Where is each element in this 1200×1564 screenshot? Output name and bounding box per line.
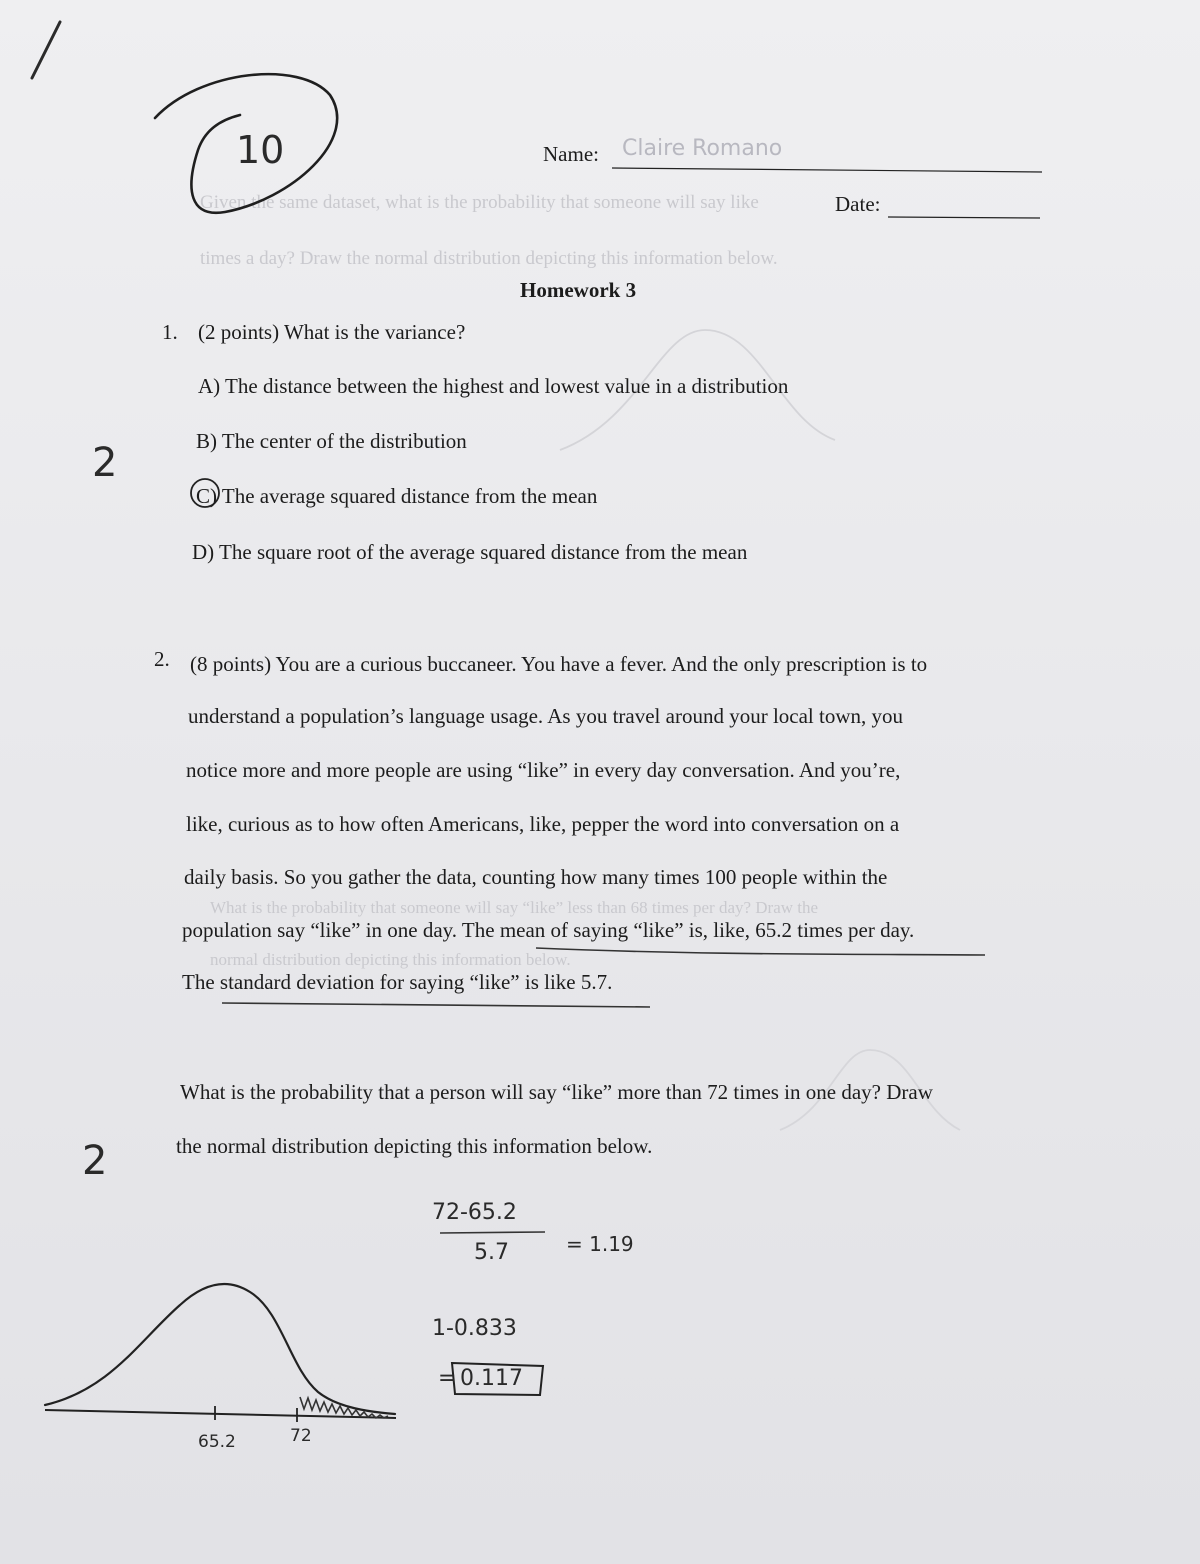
student-name: Claire Romano [622, 136, 783, 161]
work-answer-prefix: = [438, 1366, 457, 1391]
bleed-through-text: times a day? Draw the normal distribution depicting this information below. [200, 248, 778, 269]
normal-curve-sketch [45, 1284, 396, 1422]
q1-score: 2 [92, 440, 118, 486]
work-denominator: 5.7 [474, 1240, 509, 1265]
total-score: 10 [236, 128, 285, 172]
name-underline [612, 168, 1042, 172]
q2-ask-line: What is the probability that a person will say “like” more than 72 times in one day? Draw [180, 1080, 933, 1104]
bleed-through-text: What is the probability that someone will say “like” less than 68 times per day? Draw the [210, 898, 819, 917]
sd-underline [222, 1003, 650, 1007]
work-complement: 1-0.833 [432, 1316, 517, 1341]
q1-option-a: A) The distance between the highest and lowest value in a distribution [198, 374, 789, 398]
date-underline [888, 217, 1040, 218]
q2-line: notice more and more people are using “like” in every day conversation. And you’re, [186, 758, 901, 782]
q2-line: population say “like” in one day. The mean of saying “like” is, like, 65.2 times per day. [182, 918, 915, 942]
q1-option-d: D) The square root of the average squared distance from the mean [192, 540, 748, 564]
mean-underline [536, 948, 985, 955]
work-numerator: 72-65.2 [432, 1200, 517, 1225]
bleed-through-text: Given the same dataset, what is the probability that someone will say like [200, 192, 759, 213]
curve-cutoff-label: 72 [290, 1426, 312, 1446]
q2-line: daily basis. So you gather the data, counting how many times 100 people within the [184, 865, 888, 889]
q1-prompt: (2 points) What is the variance? [198, 320, 466, 344]
q2-number: 2. [154, 647, 170, 671]
q2-line: understand a population’s language usage. As you travel around your local town, you [188, 704, 904, 728]
work-z-result: = 1.19 [566, 1232, 634, 1256]
q2-line: The standard deviation for saying “like” is like 5.7. [182, 970, 613, 994]
page-title: Homework 3 [520, 278, 637, 302]
work-answer: 0.117 [460, 1366, 523, 1391]
q1-number: 1. [162, 320, 178, 344]
name-label: Name: [543, 142, 599, 166]
q2-line: like, curious as to how often Americans, like, pepper the word into conversation on a [186, 812, 900, 836]
fraction-bar [440, 1232, 545, 1233]
q2-ask-line: the normal distribution depicting this information below. [176, 1134, 653, 1158]
q1-option-c: C) The average squared distance from the mean [196, 484, 598, 508]
q2-score: 2 [82, 1138, 108, 1184]
q2-line: (8 points) You are a curious buccaneer. You have a fever. And the only prescription is to [190, 652, 928, 676]
curve-mean-label: 65.2 [198, 1432, 236, 1452]
bleed-through-text: normal distribution depicting this information below. [210, 950, 571, 969]
q1-option-b: B) The center of the distribution [196, 429, 467, 453]
date-label: Date: [835, 192, 881, 216]
